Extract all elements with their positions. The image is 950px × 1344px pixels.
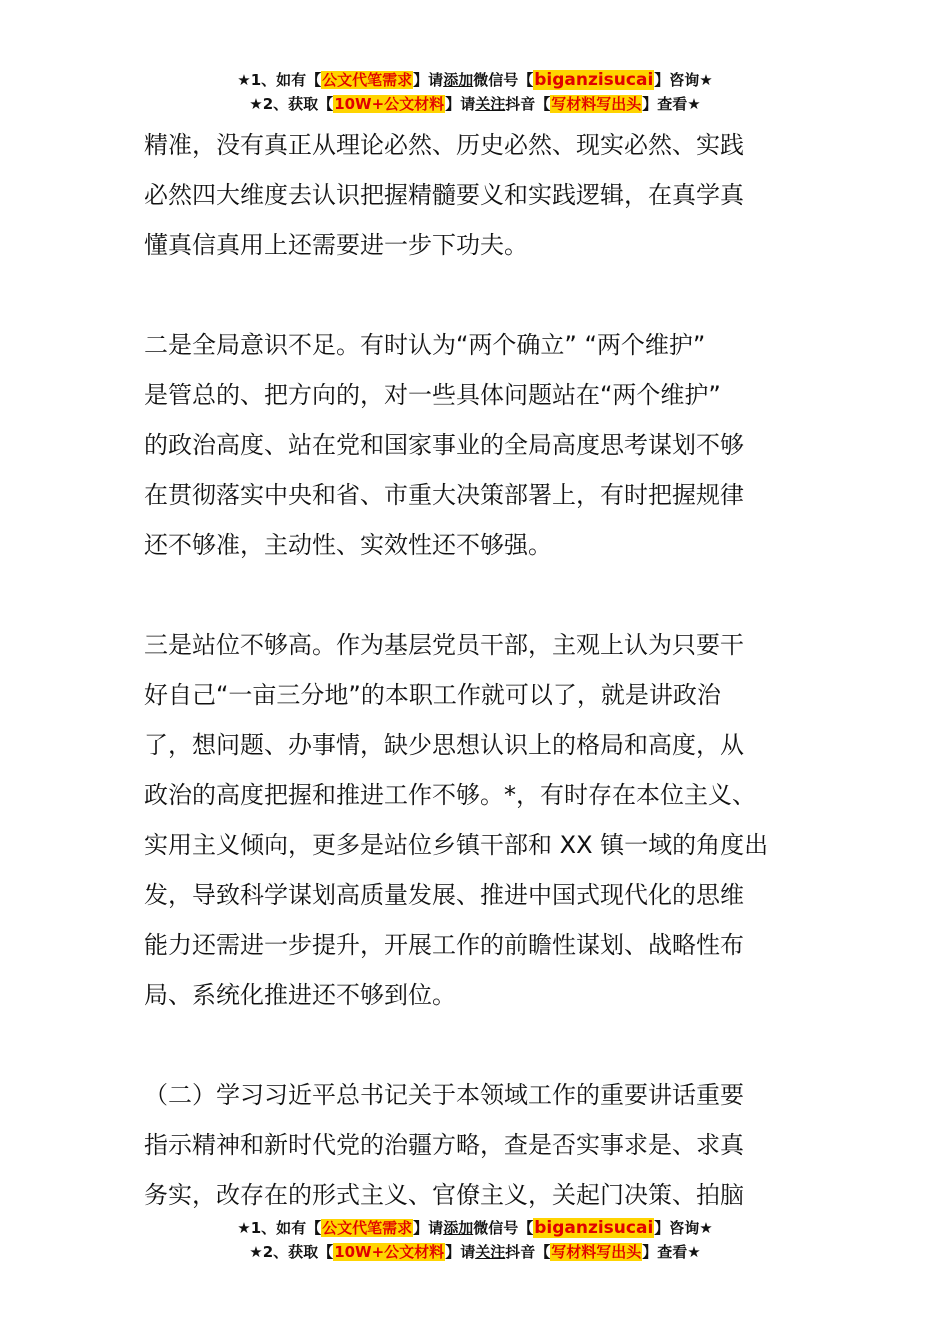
highlight-douyin-account: 写材料写出头 (551, 95, 642, 113)
banner-line-1 (0, 68, 950, 92)
highlight-service: 公文代笔需求 (322, 1219, 413, 1237)
text-line: 实用主义倾向，更多是站位乡镇干部和 XX 镇一域的角度出 (144, 831, 769, 859)
text-line: （二）学习习近平总书记关于本领域工作的重要讲话重要 (144, 1081, 744, 1109)
text-line: 是管总的、把方向的，对一些具体问题站在“两个维护” (144, 381, 721, 409)
highlight-wechat-id: biganzisucai (534, 70, 654, 90)
text-line: 了，想问题、办事情，缺少思想认识上的格局和高度，从 (144, 731, 744, 759)
document-body (144, 120, 808, 1220)
text-line: 政治的高度把握和推进工作不够。*，有时存在本位主义、 (144, 781, 756, 809)
banner-text: 】请 (413, 1219, 444, 1237)
header-banner (0, 68, 950, 116)
highlight-wechat-id: biganzisucai (534, 1218, 654, 1238)
paragraph-3 (144, 620, 808, 1020)
banner-text: 】咨询★ (654, 1219, 713, 1237)
banner-text: 】请 (413, 71, 444, 89)
text-line: 在贯彻落实中央和省、市重大决策部署上，有时把握规律 (144, 481, 744, 509)
text-line: 懂真信真用上还需要进一步下功夫。 (144, 231, 528, 259)
text-line: 发，导致科学谋划高质量发展、推进中国式现代化的思维 (144, 881, 744, 909)
banner-text: 】请 (445, 95, 476, 113)
footer-banner (0, 1216, 950, 1264)
banner-text: 】咨询★ (654, 71, 713, 89)
banner-text: 抖音【 (505, 95, 551, 113)
banner-text: ★2、获取【 (249, 1243, 334, 1261)
text-line: 二是全局意识不足。有时认为“两个确立” “两个维护” (144, 331, 706, 359)
banner-line-2 (0, 1240, 950, 1264)
banner-line-2 (0, 92, 950, 116)
paragraph-1 (144, 120, 808, 270)
highlight-materials: 10W+公文材料 (334, 95, 445, 113)
banner-text: 抖音【 (505, 1243, 551, 1261)
banner-text: 】查看★ (642, 95, 701, 113)
highlight-materials: 10W+公文材料 (334, 1243, 445, 1261)
banner-text: ★2、获取【 (249, 95, 334, 113)
text-line: 精准，没有真正从理论必然、历史必然、现实必然、实践 (144, 131, 744, 159)
banner-text: 微信号【 (473, 1219, 534, 1237)
text-line: 局、系统化推进还不够到位。 (144, 981, 456, 1009)
banner-text: 微信号【 (473, 71, 534, 89)
paragraph-4 (144, 1070, 808, 1220)
banner-underlined: 关注 (475, 95, 506, 113)
banner-underlined: 添加 (443, 71, 474, 89)
banner-text: 】查看★ (642, 1243, 701, 1261)
text-line: 指示精神和新时代党的治疆方略，查是否实事求是、求真 (144, 1131, 744, 1159)
text-line: 的政治高度、站在党和国家事业的全局高度思考谋划不够 (144, 431, 744, 459)
paragraph-2 (144, 320, 808, 570)
text-line: 必然四大维度去认识把握精髓要义和实践逻辑，在真学真 (144, 181, 744, 209)
banner-text: ★1、如有【 (237, 1219, 322, 1237)
text-line: 务实，改存在的形式主义、官僚主义，关起门决策、拍脑 (144, 1181, 744, 1209)
text-line: 好自己“一亩三分地”的本职工作就可以了，就是讲政治 (144, 681, 721, 709)
highlight-douyin-account: 写材料写出头 (551, 1243, 642, 1261)
banner-underlined: 添加 (443, 1219, 474, 1237)
banner-underlined: 关注 (475, 1243, 506, 1261)
text-line: 三是站位不够高。作为基层党员干部，主观上认为只要干 (144, 631, 744, 659)
banner-line-1 (0, 1216, 950, 1240)
highlight-service: 公文代笔需求 (322, 71, 413, 89)
banner-text: ★1、如有【 (237, 71, 322, 89)
text-line: 能力还需进一步提升，开展工作的前瞻性谋划、战略性布 (144, 931, 744, 959)
banner-text: 】请 (445, 1243, 476, 1261)
text-line: 还不够准，主动性、实效性还不够强。 (144, 531, 552, 559)
